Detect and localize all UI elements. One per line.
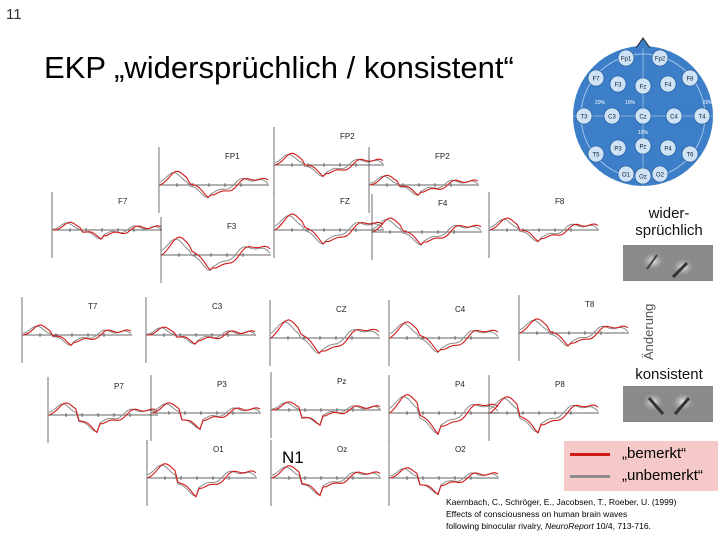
legend — [564, 441, 718, 491]
change-label: Änderung — [641, 303, 656, 360]
erp-trace-noticed — [373, 218, 481, 245]
legend-swatch-unnoticed — [570, 475, 610, 478]
electrode-label-p7: P7 — [114, 382, 124, 391]
electrode-label-f4: F4 — [438, 199, 448, 208]
electrode-label-fz: FZ — [340, 197, 350, 206]
head-electrode-label: O2 — [655, 172, 665, 179]
erp-plot-c3 — [142, 297, 262, 367]
erp-trace-unnoticed — [152, 404, 260, 429]
erp-trace-unnoticed — [373, 220, 481, 246]
citation-title: Effects of consciousness on human brain waves — [446, 509, 628, 519]
head-electrode-label: Pz — [639, 144, 647, 151]
head-map-percent-label: 10% — [637, 130, 649, 136]
legend-label-noticed: „bemerkt“ — [622, 445, 687, 462]
head-electrode-label: T5 — [592, 152, 600, 159]
erp-trace-noticed — [272, 466, 380, 496]
electrode-label-fp2: FP2 — [435, 152, 450, 161]
citation — [446, 496, 718, 532]
erp-plot-cz — [266, 300, 386, 370]
erp-trace-unnoticed — [53, 223, 161, 239]
erp-trace-noticed — [520, 319, 628, 346]
erp-plot-fp1 — [155, 147, 275, 217]
head-electrode-label: F8 — [686, 76, 694, 83]
electrode-label-pz: Pz — [337, 377, 347, 386]
erp-plot-p7 — [44, 377, 164, 447]
electrode-label-p3: P3 — [217, 380, 227, 389]
erp-plot-t8 — [515, 295, 635, 365]
electrode-label-f7: F7 — [118, 197, 128, 206]
erp-plot-f3 — [157, 217, 277, 287]
head-electrode-label: Fp1 — [620, 56, 632, 63]
erp-plot-f4 — [368, 194, 488, 264]
electrode-label-c4: C4 — [455, 305, 466, 314]
stimulus-grating-icon — [623, 245, 713, 281]
erp-plot-f7 — [48, 192, 168, 262]
erp-plot-c4 — [385, 300, 505, 370]
electrode-label-t8: T8 — [585, 300, 595, 309]
erp-trace-unnoticed — [272, 467, 380, 495]
stimulus-consistent — [623, 386, 713, 422]
head-electrode-label: Oz — [639, 174, 647, 181]
condition-contradictory-label: wider- sprüchlich — [635, 205, 703, 239]
erp-plot-o1 — [143, 440, 263, 510]
erp-trace-unnoticed — [390, 469, 498, 494]
citation-source-suffix: 10/4, 713-716. — [593, 521, 651, 531]
head-map-percent-label: 20% — [594, 100, 606, 106]
citation-source-prefix: following binocular rivalry, — [446, 521, 546, 531]
electrode-label-o1: O1 — [213, 445, 224, 454]
head-electrode-label: T6 — [686, 152, 694, 159]
erp-trace-noticed — [390, 468, 498, 495]
head-map-percent-label: 10% — [624, 100, 636, 106]
erp-trace-noticed — [148, 464, 256, 497]
slide-number: 11 — [6, 6, 22, 23]
erp-trace-unnoticed — [23, 326, 131, 345]
condition-consistent-label: konsistent — [635, 366, 703, 383]
erp-trace-noticed — [53, 222, 161, 239]
erp-plot-pz — [267, 372, 387, 442]
erp-trace-noticed — [490, 397, 598, 433]
head-electrode-label: F7 — [592, 76, 600, 83]
legend-item-noticed — [564, 444, 718, 464]
stimulus-contradictory — [623, 245, 713, 281]
erp-trace-unnoticed — [490, 399, 598, 433]
electrode-label-p4: P4 — [455, 380, 465, 389]
erp-plot-p3 — [147, 375, 267, 445]
legend-label-unnoticed: „unbemerkt“ — [622, 467, 703, 484]
erp-trace-unnoticed — [49, 404, 157, 432]
head-electrode-label: Cz — [639, 114, 647, 121]
electrode-label-cz: CZ — [336, 305, 347, 314]
erp-plot-f8 — [485, 192, 605, 262]
head-electrode-label: Fp2 — [654, 56, 666, 63]
head-electrode-label: O1 — [621, 172, 631, 179]
erp-trace-noticed — [275, 214, 383, 244]
erp-trace-noticed — [152, 403, 260, 430]
head-electrode-label: C4 — [670, 114, 678, 121]
erp-trace-unnoticed — [390, 397, 498, 434]
electrode-label-c3: C3 — [212, 302, 223, 311]
erp-plot-t7 — [18, 297, 138, 367]
head-map-percent-label: 20% — [702, 100, 714, 106]
head-electrode-label: P3 — [614, 146, 622, 153]
erp-trace-unnoticed — [272, 403, 380, 425]
erp-trace-noticed — [390, 322, 498, 352]
legend-swatch-noticed — [570, 453, 610, 456]
head-electrode-label: F4 — [664, 82, 672, 89]
erp-trace-unnoticed — [147, 328, 255, 344]
erp-trace-noticed — [49, 403, 157, 433]
electrode-label-t7: T7 — [88, 302, 98, 311]
head-electrode-label: T4 — [698, 114, 706, 121]
electrode-label-fp1: FP1 — [225, 152, 240, 161]
erp-trace-noticed — [160, 171, 268, 197]
electrode-label-oz: Oz — [337, 445, 348, 454]
head-electrode-label: T3 — [580, 114, 588, 121]
electrode-label-f8: F8 — [555, 197, 565, 206]
legend-item-unnoticed — [564, 466, 718, 486]
electrode-label-p8: P8 — [555, 380, 565, 389]
head-electrode-label: Fz — [639, 84, 647, 91]
head-electrode-label: P4 — [664, 146, 672, 153]
stimulus-grating-icon — [623, 386, 713, 422]
electrode-head-map — [566, 36, 720, 190]
n1-component-label: N1 — [282, 448, 304, 467]
electrode-label-f3: F3 — [227, 222, 237, 231]
citation-authors: Kaernbach, C., Schröger, E., Jacobsen, T., Roeber, U. (1999) — [446, 497, 677, 507]
slide-title: EKP „widersprüchlich / konsistent“ — [44, 50, 514, 85]
erp-trace-noticed — [390, 395, 498, 435]
citation-source — [446, 520, 718, 532]
head-electrode-label: F3 — [614, 82, 622, 89]
erp-plot-p8 — [485, 375, 605, 445]
erp-trace-unnoticed — [148, 465, 256, 496]
electrode-label-o2: O2 — [455, 445, 466, 454]
erp-trace-noticed — [147, 327, 255, 344]
citation-journal: NeuroReport — [545, 521, 594, 531]
electrode-label-fp2: FP2 — [340, 132, 355, 141]
head-electrode-label: C3 — [608, 114, 616, 121]
